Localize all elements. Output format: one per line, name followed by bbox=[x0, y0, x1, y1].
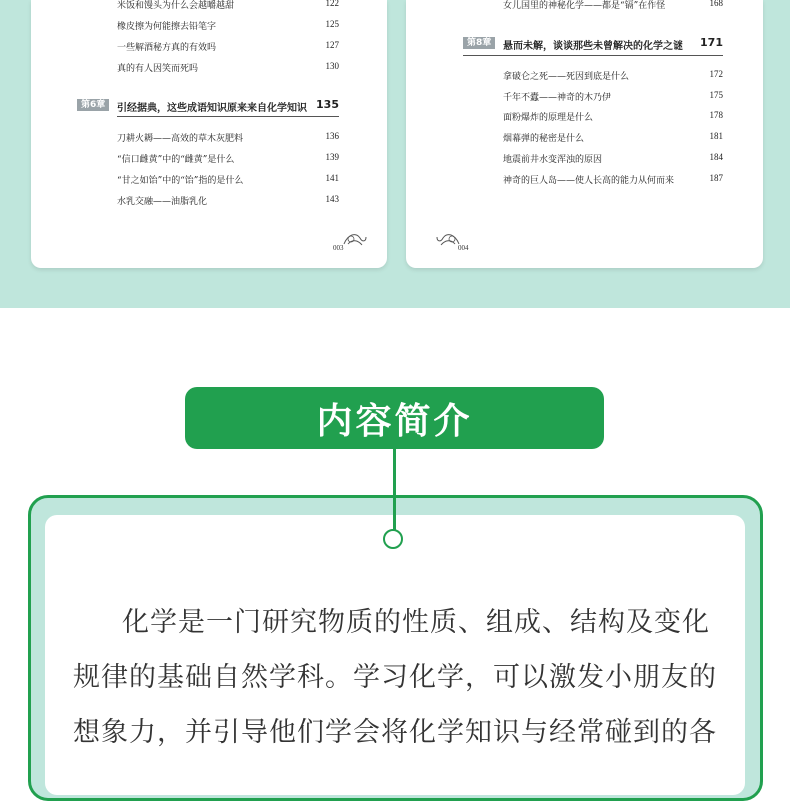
toc-page-left bbox=[31, 0, 387, 268]
toc-entry: 水乳交融——油脂乳化 bbox=[117, 197, 208, 207]
toc-entry-page: 143 bbox=[325, 194, 339, 204]
connector-line bbox=[393, 449, 396, 531]
toc-entry: 一些解酒秘方真的有效吗 bbox=[117, 43, 217, 53]
chapter-title: 引经据典，这些成语知识原来来自化学知识 bbox=[117, 103, 307, 114]
toc-entry: “信口雌黄”中的“雌黄”是什么 bbox=[117, 155, 235, 165]
toc-entry: 女儿国里的神秘化学——都是“镉”在作怪 bbox=[503, 1, 666, 11]
toc-entry-page: 175 bbox=[709, 90, 723, 100]
toc-entry-page: 172 bbox=[709, 69, 723, 79]
toc-entry: 米饭和馒头为什么会越嚼越甜 bbox=[117, 1, 235, 11]
toc-page-right bbox=[406, 0, 763, 268]
section-heading: 内容简介 bbox=[185, 387, 604, 449]
intro-text-line: 化学是一门研究物质的性质、组成、结构及变化 bbox=[122, 607, 710, 638]
page-number: 004 bbox=[458, 244, 469, 252]
connector-node bbox=[383, 529, 403, 549]
toc-entry-page: 141 bbox=[325, 173, 339, 183]
toc-entry: 橡皮擦为何能擦去铅笔字 bbox=[117, 22, 217, 32]
toc-entry-page: 139 bbox=[325, 152, 339, 162]
toc-entry: 面粉爆炸的原理是什么 bbox=[503, 113, 594, 123]
toc-entry-page: 122 bbox=[325, 0, 339, 8]
toc-entry: 拿破仑之死——死因到底是什么 bbox=[503, 72, 630, 82]
chapter-title: 悬而未解，谈谈那些未曾解决的化学之谜 bbox=[503, 41, 683, 52]
toc-entry-page: 130 bbox=[325, 61, 339, 71]
chapter-page: 171 bbox=[700, 36, 723, 49]
toc-entry-page: 181 bbox=[709, 131, 723, 141]
toc-entry: 刀耕火耨——高效的草木灰肥料 bbox=[117, 134, 244, 144]
toc-entry-page: 136 bbox=[325, 131, 339, 141]
toc-entry: 真的有人因笑而死吗 bbox=[117, 64, 199, 74]
toc-entry: 地震前井水变浑浊的原因 bbox=[503, 155, 603, 165]
chapter-rule bbox=[463, 55, 723, 56]
toc-entry: 神奇的巨人岛——使人长高的能力从何而来 bbox=[503, 176, 675, 186]
toc-entry-page: 168 bbox=[709, 0, 723, 8]
toc-entry: 烟幕弹的秘密是什么 bbox=[503, 134, 585, 144]
intro-text-line: 想象力，并引导他们学会将化学知识与经常碰到的各 bbox=[73, 717, 717, 748]
chapter-rule bbox=[117, 116, 339, 117]
toc-entry-page: 178 bbox=[709, 110, 723, 120]
intro-text-line: 规律的基础自然学科。学习化学，可以激发小朋友的 bbox=[73, 662, 717, 693]
toc-entry-page: 184 bbox=[709, 152, 723, 162]
chapter-tag: 第6章 bbox=[77, 99, 109, 111]
toc-entry: 千年不蠹——神奇的木乃伊 bbox=[503, 93, 612, 103]
toc-entry-page: 187 bbox=[709, 173, 723, 183]
toc-entry: “甘之如饴”中的“饴”指的是什么 bbox=[117, 176, 244, 186]
toc-entry-page: 125 bbox=[325, 19, 339, 29]
toc-entry-page: 127 bbox=[325, 40, 339, 50]
chapter-page: 135 bbox=[316, 98, 339, 111]
chapter-tag: 第8章 bbox=[463, 37, 495, 49]
ornament-icon bbox=[342, 230, 368, 248]
page-number: 003 bbox=[333, 244, 344, 252]
